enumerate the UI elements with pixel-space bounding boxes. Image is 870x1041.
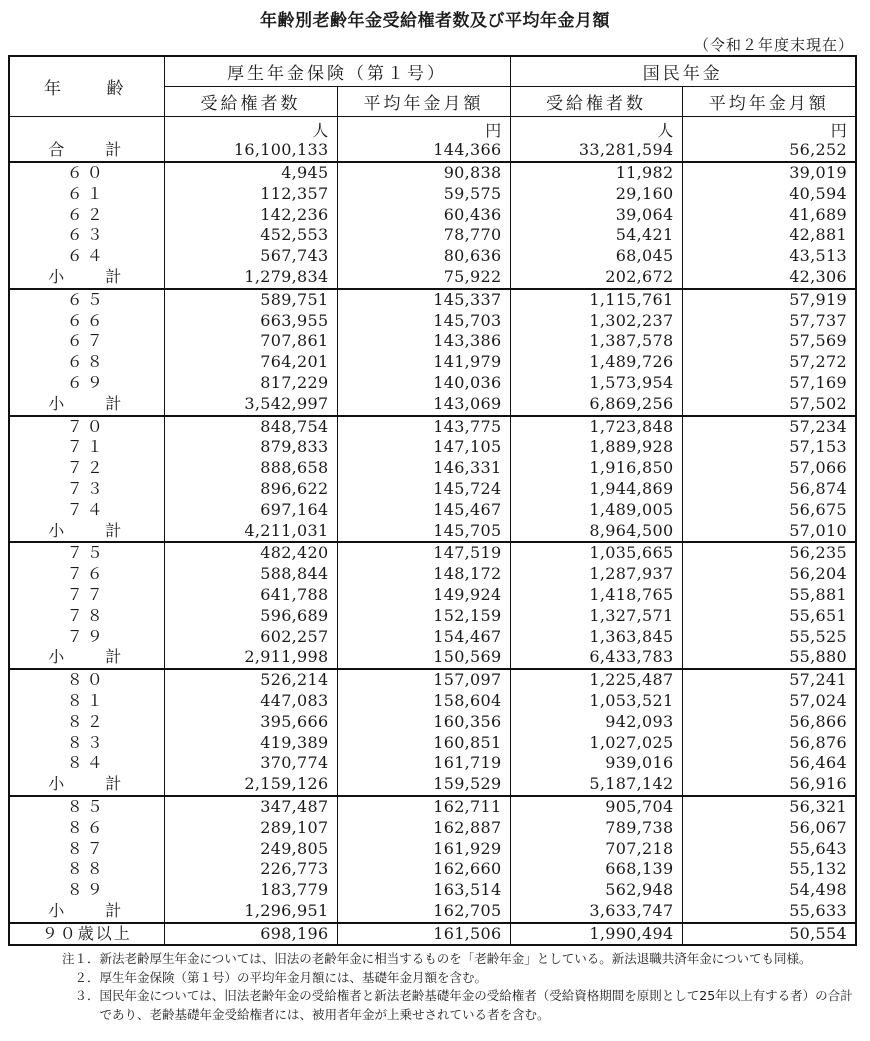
kosei-avg-cell: 147,105 (337, 437, 510, 458)
table-row (9, 205, 856, 226)
kokumin-avg-cell: 55,881 (682, 585, 856, 606)
age-label: 小 計 (9, 647, 164, 669)
kosei-count-cell: 697,164 (164, 500, 337, 521)
age-label: ６９ (9, 373, 164, 394)
kosei-count-cell: 848,754 (164, 416, 337, 438)
age-label: ８８ (9, 859, 164, 880)
table-row (9, 733, 856, 754)
table-row (9, 606, 856, 627)
kokumin-avg-cell: 55,880 (682, 647, 856, 669)
table-row (9, 416, 856, 438)
kokumin-avg-cell: 39,019 (682, 162, 856, 184)
table-row (9, 246, 856, 267)
kosei-avg-cell: 145,467 (337, 500, 510, 521)
age-label: ７３ (9, 479, 164, 500)
kosei-count-cell: 395,666 (164, 712, 337, 733)
subtotal-row (9, 647, 856, 669)
kokumin-avg-cell: 57,024 (682, 691, 856, 712)
kokumin-count-cell: 707,218 (510, 839, 682, 860)
footnote-3 (62, 987, 862, 1024)
table-row (9, 839, 856, 860)
unit-yen: 円 (485, 121, 502, 140)
kosei-count-cell: 4,211,031 (164, 521, 337, 543)
table-body (9, 117, 856, 946)
kokumin-count-cell: 3,633,747 (510, 901, 682, 923)
kokumin-count-cell: 1,302,237 (510, 311, 682, 332)
age-label: ８４ (9, 753, 164, 774)
header-kosei-count: 受給権者数 (164, 87, 337, 117)
kokumin-avg-cell: 56,067 (682, 818, 856, 839)
table-row (9, 818, 856, 839)
kosei-count-cell: 447,083 (164, 691, 337, 712)
kokumin-avg-cell: 55,525 (682, 627, 856, 648)
age-label: ７６ (9, 564, 164, 585)
table-row (9, 373, 856, 394)
kosei-avg-cell: 162,887 (337, 818, 510, 839)
kosei-avg-cell: 158,604 (337, 691, 510, 712)
unit-persons: 人 (657, 121, 674, 140)
kosei-count-cell: 896,622 (164, 479, 337, 500)
kokumin-avg-cell: 42,881 (682, 225, 856, 246)
kokumin-avg-cell: 57,169 (682, 373, 856, 394)
header-kokumin-nenkin: 国民年金 (510, 56, 856, 87)
table-row (9, 880, 856, 901)
kokumin-count-cell: 1,916,850 (510, 458, 682, 479)
age-label: ７５ (9, 542, 164, 564)
kokumin-count-cell: 939,016 (510, 753, 682, 774)
table-row (9, 691, 856, 712)
age-label: 小 計 (9, 521, 164, 543)
header-kokumin-avg: 平均年金月額 (682, 87, 856, 117)
age-label: ７９ (9, 627, 164, 648)
age-label: ６３ (9, 225, 164, 246)
kosei-count-cell: 596,689 (164, 606, 337, 627)
age-label: ７８ (9, 606, 164, 627)
subtotal-row (9, 267, 856, 289)
total-kosei-avg: 円 144,366 (337, 117, 510, 163)
kokumin-count-cell: 1,287,937 (510, 564, 682, 585)
kokumin-avg-cell: 56,235 (682, 542, 856, 564)
kokumin-count-cell: 6,433,783 (510, 647, 682, 669)
kokumin-avg-cell: 57,153 (682, 437, 856, 458)
footnote-number: ３． (62, 988, 100, 1003)
age-label: 小 計 (9, 901, 164, 923)
kokumin-avg-cell: 57,737 (682, 311, 856, 332)
table-row (9, 184, 856, 205)
kosei-avg-cell: 75,922 (337, 267, 510, 289)
kosei-avg-cell: 143,069 (337, 394, 510, 416)
age-label: ６１ (9, 184, 164, 205)
kokumin-count-cell: 942,093 (510, 712, 682, 733)
total-kokumin-avg: 円 56,252 (682, 117, 856, 163)
kokumin-count-cell: 1,327,571 (510, 606, 682, 627)
header-kokumin-count: 受給権者数 (510, 87, 682, 117)
table-row (9, 225, 856, 246)
kokumin-avg-cell: 55,651 (682, 606, 856, 627)
pension-table (8, 55, 857, 946)
kosei-avg-cell: 148,172 (337, 564, 510, 585)
kosei-avg-cell: 78,770 (337, 225, 510, 246)
kokumin-count-cell: 54,421 (510, 225, 682, 246)
kosei-count-cell: 3,542,997 (164, 394, 337, 416)
kokumin-avg-cell: 55,633 (682, 901, 856, 923)
kosei-avg-cell: 145,337 (337, 289, 510, 311)
kokumin-count-cell: 789,738 (510, 818, 682, 839)
kokumin-count-cell: 1,573,954 (510, 373, 682, 394)
kokumin-avg-cell: 56,876 (682, 733, 856, 754)
subtotal-row (9, 774, 856, 796)
table-row (9, 500, 856, 521)
kosei-count-cell: 764,201 (164, 352, 337, 373)
kokumin-count-cell: 11,982 (510, 162, 682, 184)
kokumin-avg-cell: 57,241 (682, 669, 856, 691)
kosei-count-cell: 663,955 (164, 311, 337, 332)
age-label: ９０歳以上 (9, 923, 164, 946)
age-label: ６０ (9, 162, 164, 184)
kosei-avg-cell: 145,705 (337, 521, 510, 543)
kosei-avg-cell: 59,575 (337, 184, 510, 205)
kokumin-avg-cell: 57,066 (682, 458, 856, 479)
kosei-count-cell: 698,196 (164, 923, 337, 946)
kosei-count-cell: 879,833 (164, 437, 337, 458)
age-label: ７２ (9, 458, 164, 479)
kokumin-count-cell: 1,053,521 (510, 691, 682, 712)
kokumin-avg-cell: 41,689 (682, 205, 856, 226)
kokumin-count-cell: 1,387,578 (510, 331, 682, 352)
footnote-text: 新法老齢厚生年金については、旧法の老齢年金に相当するものを「老齢年金」としている。新法退職共済年金についても同様。 (99, 951, 812, 966)
kokumin-count-cell: 562,948 (510, 880, 682, 901)
header-kosei-nenkin: 厚生年金保険（第１号） (164, 56, 510, 87)
kokumin-avg-cell: 57,502 (682, 394, 856, 416)
table-row (9, 796, 856, 818)
table-row (9, 712, 856, 733)
table-row (9, 458, 856, 479)
table-row (9, 289, 856, 311)
age-label: ６２ (9, 205, 164, 226)
kokumin-count-cell: 29,160 (510, 184, 682, 205)
kosei-avg-cell: 157,097 (337, 669, 510, 691)
kosei-count-cell: 4,945 (164, 162, 337, 184)
subtotal-row (9, 521, 856, 543)
kokumin-count-cell: 1,035,665 (510, 542, 682, 564)
kokumin-avg-cell: 56,874 (682, 479, 856, 500)
kokumin-avg-cell: 42,306 (682, 267, 856, 289)
kokumin-avg-cell: 57,919 (682, 289, 856, 311)
footnote-number: 注１． (62, 951, 100, 966)
kokumin-count-cell: 1,363,845 (510, 627, 682, 648)
kokumin-avg-cell: 56,916 (682, 774, 856, 796)
kosei-count-cell: 526,214 (164, 669, 337, 691)
kosei-count-cell: 707,861 (164, 331, 337, 352)
kosei-count-cell: 1,279,834 (164, 267, 337, 289)
kosei-count-cell: 2,159,126 (164, 774, 337, 796)
kosei-avg-cell: 161,929 (337, 839, 510, 860)
kokumin-count-cell: 1,225,487 (510, 669, 682, 691)
kokumin-avg-cell: 43,513 (682, 246, 856, 267)
kokumin-count-cell: 668,139 (510, 859, 682, 880)
age-label: ８７ (9, 839, 164, 860)
kokumin-avg-cell: 56,321 (682, 796, 856, 818)
table-row (9, 627, 856, 648)
kosei-avg-cell: 159,529 (337, 774, 510, 796)
total-row (9, 117, 856, 163)
kosei-avg-cell: 140,036 (337, 373, 510, 394)
header-age: 年 齢 (9, 56, 164, 117)
age-label: ８３ (9, 733, 164, 754)
subtotal-row (9, 394, 856, 416)
kosei-count-cell: 419,389 (164, 733, 337, 754)
kokumin-avg-cell: 56,675 (682, 500, 856, 521)
age-label: ８０ (9, 669, 164, 691)
unit-yen: 円 (830, 121, 847, 140)
kokumin-avg-cell: 56,464 (682, 753, 856, 774)
age-label: ６５ (9, 289, 164, 311)
table-row (9, 331, 856, 352)
total-kosei-count: 人 16,100,133 (164, 117, 337, 163)
age-label: 小 計 (9, 774, 164, 796)
age-label: ８２ (9, 712, 164, 733)
kokumin-count-cell: 1,889,928 (510, 437, 682, 458)
footnote-1 (62, 950, 862, 969)
subtotal-row (9, 901, 856, 923)
kosei-count-cell: 289,107 (164, 818, 337, 839)
age-label: ８１ (9, 691, 164, 712)
kosei-count-cell: 1,296,951 (164, 901, 337, 923)
kosei-avg-cell: 163,514 (337, 880, 510, 901)
age-label: ７１ (9, 437, 164, 458)
kosei-avg-cell: 162,660 (337, 859, 510, 880)
kosei-count-cell: 2,911,998 (164, 647, 337, 669)
kokumin-count-cell: 1,115,761 (510, 289, 682, 311)
kokumin-avg-cell: 40,594 (682, 184, 856, 205)
kosei-avg-cell: 162,705 (337, 901, 510, 923)
header-kosei-avg: 平均年金月額 (337, 87, 510, 117)
kosei-avg-cell: 143,386 (337, 331, 510, 352)
footnote-number: ２． (62, 969, 100, 985)
age-label: ７０ (9, 416, 164, 438)
kosei-avg-cell: 145,724 (337, 479, 510, 500)
kokumin-count-cell: 39,064 (510, 205, 682, 226)
kosei-avg-cell: 161,506 (337, 923, 510, 946)
kosei-count-cell: 452,553 (164, 225, 337, 246)
kokumin-count-cell: 1,418,765 (510, 585, 682, 606)
kosei-avg-cell: 154,467 (337, 627, 510, 648)
table-row (9, 669, 856, 691)
age-label: ６８ (9, 352, 164, 373)
kosei-count-cell: 370,774 (164, 753, 337, 774)
table-row (9, 542, 856, 564)
table-row (9, 585, 856, 606)
kokumin-avg-cell: 57,272 (682, 352, 856, 373)
kokumin-avg-cell: 57,234 (682, 416, 856, 438)
kosei-count-cell: 482,420 (164, 542, 337, 564)
kosei-count-cell: 249,805 (164, 839, 337, 860)
kokumin-count-cell: 1,489,726 (510, 352, 682, 373)
kosei-avg-cell: 145,703 (337, 311, 510, 332)
kosei-avg-cell: 160,356 (337, 712, 510, 733)
kosei-count-cell: 641,788 (164, 585, 337, 606)
kosei-avg-cell: 146,331 (337, 458, 510, 479)
kosei-count-cell: 817,229 (164, 373, 337, 394)
age-label: ６４ (9, 246, 164, 267)
age-label: ８６ (9, 818, 164, 839)
table-row (9, 437, 856, 458)
kosei-count-cell: 589,751 (164, 289, 337, 311)
kosei-count-cell: 142,236 (164, 205, 337, 226)
kokumin-count-cell: 1,723,848 (510, 416, 682, 438)
kokumin-avg-cell: 57,010 (682, 521, 856, 543)
age-label: 小 計 (9, 267, 164, 289)
table-row (9, 564, 856, 585)
table-row (9, 311, 856, 332)
table-row (9, 352, 856, 373)
kosei-avg-cell: 152,159 (337, 606, 510, 627)
age-label: ６６ (9, 311, 164, 332)
footnote-text: 国民年金については、旧法老齢年金の受給権者と新法老齢基礎年金の受給権者（受給資格期間を原則として25年以上有する者）の合計であり、老齢基礎年金受給権者には、被用者年金が上乗せされている者を含む。 (99, 988, 853, 1022)
kokumin-count-cell: 1,990,494 (510, 923, 682, 946)
table-row (9, 859, 856, 880)
kosei-avg-cell: 160,851 (337, 733, 510, 754)
kosei-count-cell: 888,658 (164, 458, 337, 479)
age-label: ８５ (9, 796, 164, 818)
kosei-avg-cell: 147,519 (337, 542, 510, 564)
kokumin-count-cell: 5,187,142 (510, 774, 682, 796)
kosei-avg-cell: 162,711 (337, 796, 510, 818)
kokumin-count-cell: 1,944,869 (510, 479, 682, 500)
table-row (9, 162, 856, 184)
age-label: ８９ (9, 880, 164, 901)
kokumin-avg-cell: 50,554 (682, 923, 856, 946)
kokumin-count-cell: 1,489,005 (510, 500, 682, 521)
kosei-avg-cell: 143,775 (337, 416, 510, 438)
kokumin-avg-cell: 56,204 (682, 564, 856, 585)
table-row (9, 479, 856, 500)
kosei-count-cell: 183,779 (164, 880, 337, 901)
total-kokumin-count: 人 33,281,594 (510, 117, 682, 163)
kosei-avg-cell: 90,838 (337, 162, 510, 184)
kokumin-avg-cell: 54,498 (682, 880, 856, 901)
age-label: ６７ (9, 331, 164, 352)
footnotes (62, 950, 862, 1024)
kokumin-count-cell: 68,045 (510, 246, 682, 267)
kosei-count-cell: 588,844 (164, 564, 337, 585)
kokumin-count-cell: 202,672 (510, 267, 682, 289)
kokumin-count-cell: 905,704 (510, 796, 682, 818)
table-row (9, 753, 856, 774)
page-title: 年齢別老齢年金受給権者数及び平均年金月額 (260, 11, 610, 31)
kosei-count-cell: 347,487 (164, 796, 337, 818)
total-label: 合 計 (9, 117, 164, 163)
kokumin-count-cell: 6,869,256 (510, 394, 682, 416)
kosei-avg-cell: 150,569 (337, 647, 510, 669)
age-label: 小 計 (9, 394, 164, 416)
kosei-count-cell: 112,357 (164, 184, 337, 205)
kosei-count-cell: 226,773 (164, 859, 337, 880)
kosei-avg-cell: 149,924 (337, 585, 510, 606)
kosei-count-cell: 602,257 (164, 627, 337, 648)
kokumin-avg-cell: 55,643 (682, 839, 856, 860)
kosei-count-cell: 567,743 (164, 246, 337, 267)
over90-row (9, 923, 856, 946)
kosei-avg-cell: 141,979 (337, 352, 510, 373)
as-of-date: （令和２年度末現在） (693, 36, 854, 54)
kokumin-count-cell: 8,964,500 (510, 521, 682, 543)
age-label: ７４ (9, 500, 164, 521)
kokumin-avg-cell: 56,866 (682, 712, 856, 733)
kokumin-avg-cell: 57,569 (682, 331, 856, 352)
unit-persons: 人 (312, 121, 329, 140)
kokumin-count-cell: 1,027,025 (510, 733, 682, 754)
kosei-avg-cell: 161,719 (337, 753, 510, 774)
kosei-avg-cell: 60,436 (337, 205, 510, 226)
kokumin-avg-cell: 55,132 (682, 859, 856, 880)
kosei-avg-cell: 80,636 (337, 246, 510, 267)
footnote-2 (62, 969, 862, 988)
age-label: ７７ (9, 585, 164, 606)
footnote-text: 厚生年金保険（第１号）の平均年金月額には、基礎年金月額を含む。 (99, 969, 488, 985)
